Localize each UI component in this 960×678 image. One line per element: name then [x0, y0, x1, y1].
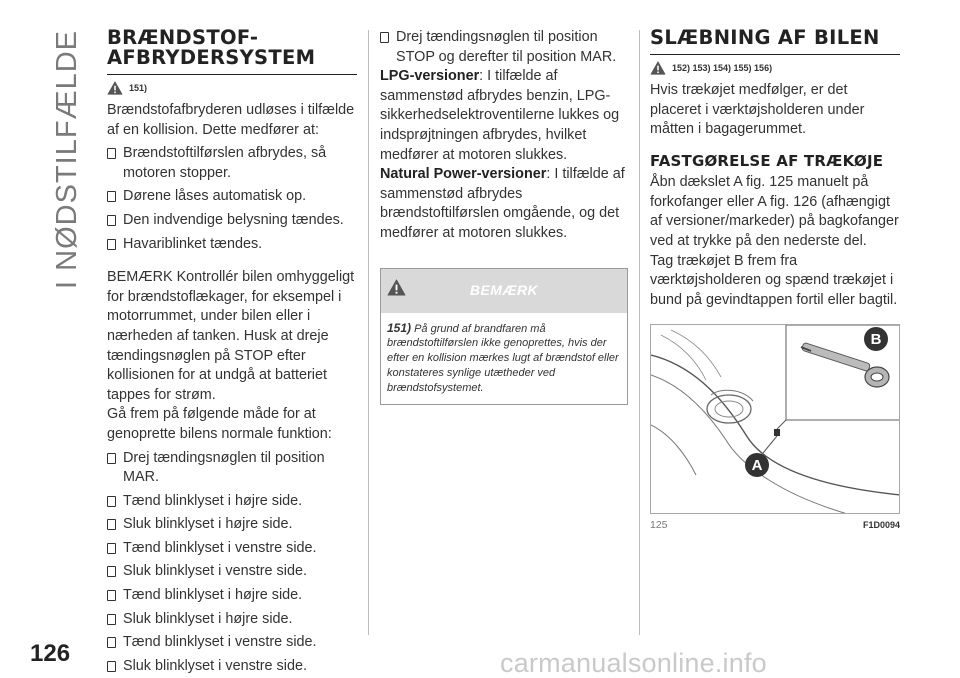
left-column	[107, 28, 357, 676]
list-item: Tænd blinklyset i højre side.	[107, 586, 357, 606]
natural-power-text: : I tilfælde af sammenstød afbrydes brændstoftilførslen omgående, og det medfører at motoren slukkes.	[380, 166, 625, 241]
list-item: Havariblinket tændes.	[107, 235, 357, 255]
towing-step-2: Tag trækøjet B frem fra værktøjsholderen og spænd trækøjet i bund på gevindtappen fortil eller bagtil.	[650, 252, 898, 308]
warning-triangle-icon	[107, 81, 123, 95]
note-box-text: På grund af brandfaren må brændstoftilførslen ikke genoprettes, hvis der efter en kollision mærkes lugt af brændstof eller konstateres synlige utætheder ved brændstofsystemet.	[387, 322, 619, 394]
list-item: Dørene låses automatisk op.	[107, 187, 357, 207]
procedure-intro: Gå frem på følgende måde for at genoprette bilens normale funktion:	[107, 406, 332, 442]
checkbox-bullet-icon	[107, 519, 116, 530]
column-divider-2	[639, 30, 640, 635]
checkbox-bullet-icon	[107, 215, 116, 226]
figure-number: 125	[650, 519, 668, 532]
list-item: Brændstoftilførslen afbrydes, så motoren stopper.	[107, 144, 357, 183]
list-item: Tænd blinklyset i venstre side.	[107, 539, 357, 559]
list-item: Drej tændingsnøglen til position MAR.	[107, 449, 357, 488]
towing-step-1: Åbn dækslet A fig. 125 manuelt på forkofanger eller A fig. 126 (afhængigt af versioner/markeder) på bagkofanger ved at trykke på den nederste del.	[650, 174, 899, 250]
right-column	[650, 28, 900, 536]
chapter-title-text: I NØDSTILFÆLDE	[50, 30, 83, 289]
intro-paragraph: Brændstofafbryderen udløses i tilfælde af en kollision. Dette medfører at:	[107, 102, 355, 138]
note-box-header	[381, 269, 627, 313]
checkbox-bullet-icon	[107, 496, 116, 507]
list-item: Tænd blinklyset i højre side.	[107, 492, 357, 512]
tow-eye-illustration	[651, 325, 900, 514]
natural-power-paragraph	[380, 165, 628, 243]
checkbox-bullet-icon	[107, 614, 116, 625]
note-box-title: BEMÆRK	[469, 281, 539, 298]
lpg-label: LPG-versioner	[380, 68, 480, 85]
checkbox-bullet-icon	[107, 191, 116, 202]
list-item: Sluk blinklyset i venstre side.	[107, 657, 357, 677]
natural-power-label: Natural Power-versioner	[380, 166, 547, 183]
callout-b-label: B	[870, 331, 882, 349]
page-number: 126	[30, 640, 71, 667]
list-item: Drej tændingsnøglen til position STOP og derefter til position MAR.	[380, 28, 628, 67]
lpg-text: : I tilfælde af sammenstød afbrydes benzin, LPG-sikkerhedselektroventilerne lukkes og indsprøjtningen afbrydes, hvilket medfører at motoren slukkes.	[380, 68, 620, 163]
warning-reference	[107, 81, 357, 95]
lpg-paragraph	[380, 67, 628, 165]
warning-reference	[650, 61, 900, 75]
warning-triangle-icon	[387, 279, 406, 296]
subheading-tow-eye: FASTGØRELSE AF TRÆKØJE	[650, 151, 884, 170]
list-item: Sluk blinklyset i venstre side.	[107, 562, 357, 582]
list-item: Sluk blinklyset i højre side.	[107, 515, 357, 535]
list-item: Sluk blinklyset i højre side.	[107, 610, 357, 630]
checkbox-bullet-icon	[107, 239, 116, 250]
note-box-body	[381, 313, 627, 404]
section-heading-fuel-cutoff: BRÆNDSTOF-AFBRYDERSYSTEM	[107, 28, 357, 75]
warning-triangle-icon	[650, 61, 666, 75]
checkbox-bullet-icon	[107, 566, 116, 577]
list-item: Den indvendige belysning tændes.	[107, 211, 357, 231]
checkbox-bullet-icon	[107, 543, 116, 554]
note-number: 151)	[387, 320, 412, 335]
checkbox-bullet-icon	[107, 590, 116, 601]
middle-column	[380, 28, 628, 405]
chapter-side-title	[52, 30, 82, 600]
note-paragraph: BEMÆRK Kontrollér bilen omhyggeligt for brændstoflækager, for eksempel i motorrummet, under bilen eller i nærheden af tanken. Husk at dreje tændingsnøglen på STOP efter kollisionen for at undgå at batteriet tappes for strøm.	[107, 269, 355, 403]
list-item: Tænd blinklyset i venstre side.	[107, 633, 357, 653]
figure-code: F1D0094	[862, 520, 900, 531]
note-box	[380, 268, 628, 405]
callout-a-label: A	[751, 457, 763, 475]
checkbox-bullet-icon	[380, 32, 389, 43]
section-heading-towing: SLÆBNING AF BILEN	[650, 28, 900, 55]
checkbox-bullet-icon	[107, 453, 116, 464]
towing-intro: Hvis trækøjet medfølger, er det placeret i værktøjsholderen under måtten i bagagerummet.	[650, 82, 865, 138]
checkbox-bullet-icon	[107, 661, 116, 672]
figure-caption	[650, 516, 900, 536]
warning-ref-numbers: 152) 153) 154) 155) 156)	[672, 63, 773, 73]
watermark-text: carmanualsonline.info	[500, 648, 767, 678]
column-divider-1	[368, 30, 369, 635]
warning-ref-numbers: 151)	[129, 83, 148, 93]
figure-tow-eye	[650, 324, 900, 514]
checkbox-bullet-icon	[107, 637, 116, 648]
checkbox-bullet-icon	[107, 148, 116, 159]
